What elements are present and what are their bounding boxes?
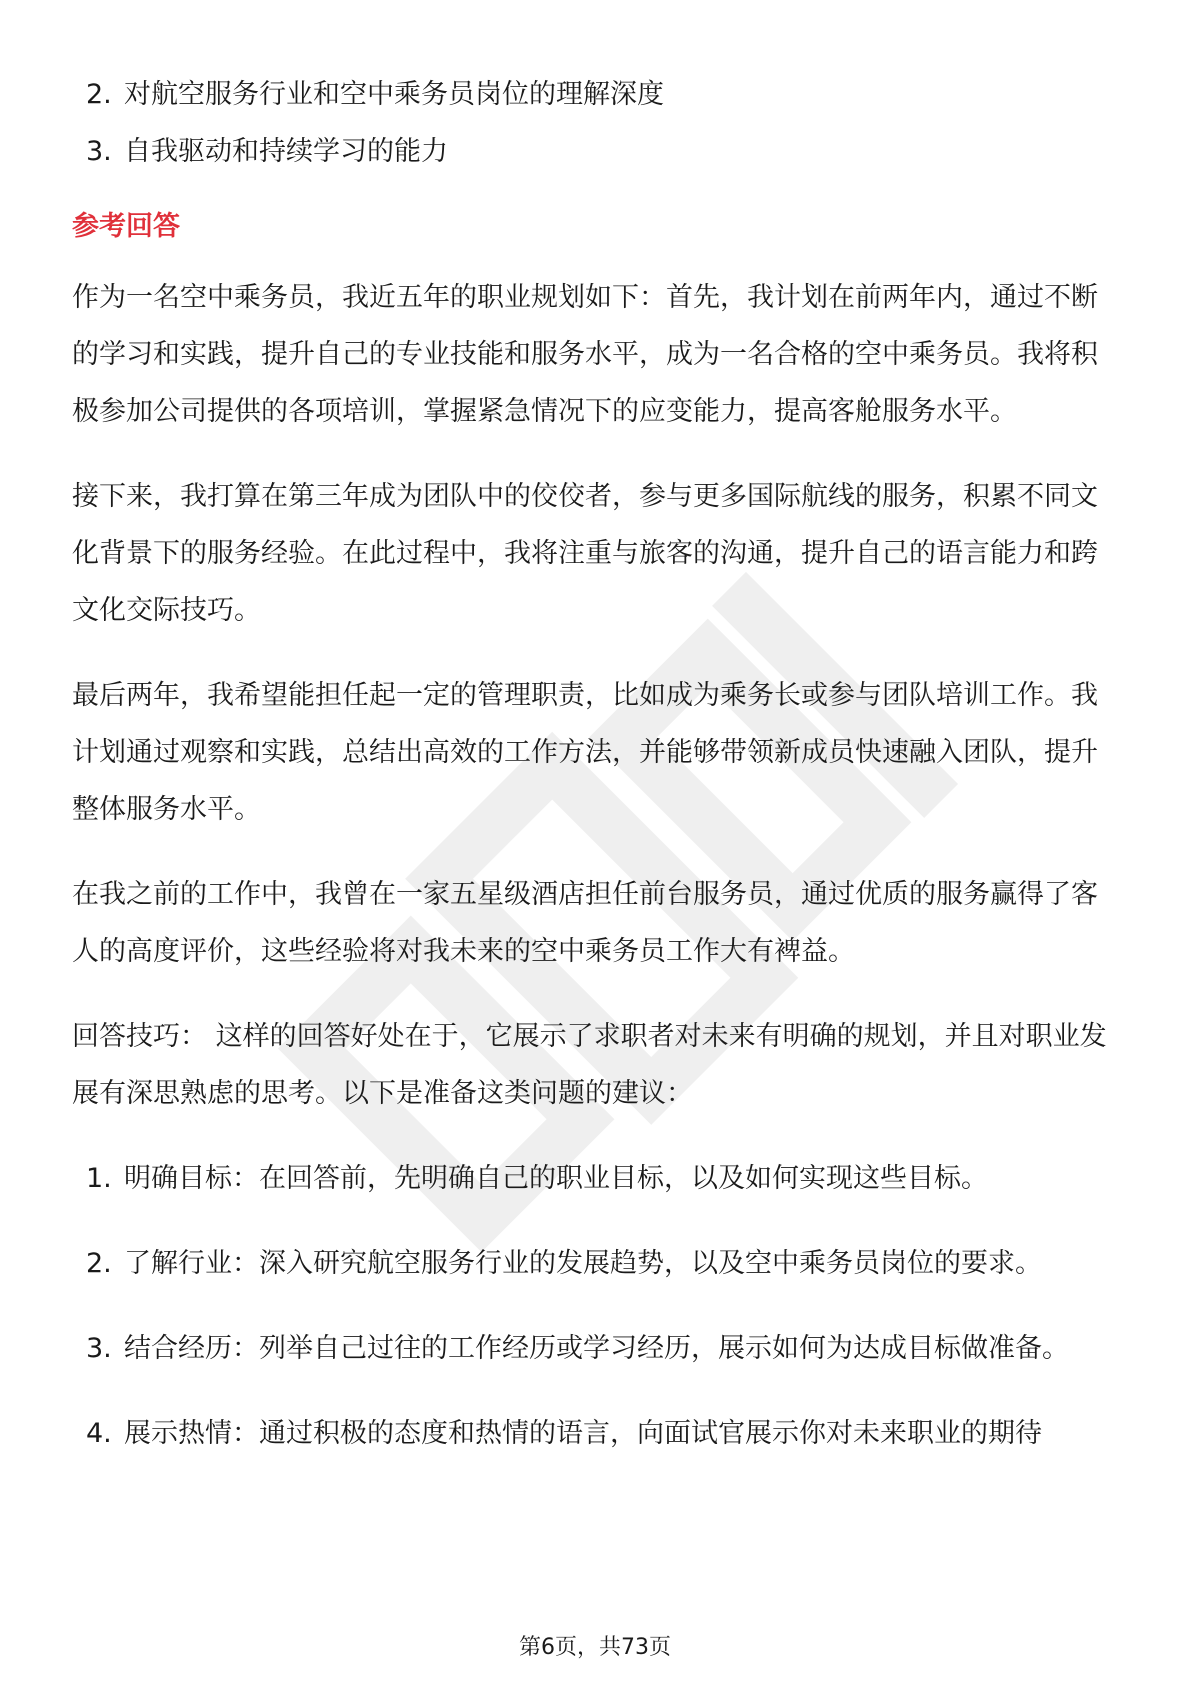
list-item [72,1235,1122,1292]
answer-paragraph: 接下来，我打算在第三年成为团队中的佼佼者，参与更多国际航线的服务，积累不同文化背景下的服务经验。在此过程中，我将注重与旅客的沟通，提升自己的语言能力和跨文化交际技巧。 [72,481,1098,626]
list-text: 对航空服务行业和空中乘务员岗位的理解深度 [124,79,664,110]
list-item [72,1150,1122,1207]
list-number: 1. [86,1163,112,1194]
answer-paragraph: 在我之前的工作中，我曾在一家五星级酒店担任前台服务员，通过优质的服务赢得了客人的高度评价，这些经验将对我未来的空中乘务员工作大有裨益。 [72,879,1098,967]
list-text: 明确目标：在回答前，先明确自己的职业目标，以及如何实现这些目标。 [124,1163,988,1194]
tips-intro-paragraph: 回答技巧： 这样的回答好处在于，它展示了求职者对未来有明确的规划，并且对职业发展有深思熟虑的思考。以下是准备这类问题的建议： [72,1021,1107,1109]
evaluation-points-list [72,66,1122,180]
list-number: 4. [86,1418,112,1449]
list-number: 3. [86,1333,112,1364]
page-number-footer: 第6页，共73页 [519,1635,671,1660]
list-item [72,1405,1122,1462]
list-item [72,123,1122,180]
list-text: 结合经历：列举自己过往的工作经历或学习经历，展示如何为达成目标做准备。 [124,1333,1069,1364]
answer-paragraph: 作为一名空中乘务员，我近五年的职业规划如下：首先，我计划在前两年内，通过不断的学习和实践，提升自己的专业技能和服务水平，成为一名合格的空中乘务员。我将积极参加公司提供的各项培训，掌握紧急情况下的应变能力，提高客舱服务水平。 [72,282,1098,427]
list-text: 了解行业：深入研究航空服务行业的发展趋势，以及空中乘务员岗位的要求。 [124,1248,1042,1279]
list-number: 3. [86,136,112,167]
tips-list [72,1150,1122,1462]
list-item [72,66,1122,123]
answer-paragraph: 最后两年，我希望能担任起一定的管理职责，比如成为乘务长或参与团队培训工作。我计划通过观察和实践，总结出高效的工作方法，并能够带领新成员快速融入团队，提升整体服务水平。 [72,680,1098,825]
list-number: 2. [86,79,112,110]
list-number: 2. [86,1248,112,1279]
list-item [72,1320,1122,1377]
list-text: 自我驱动和持续学习的能力 [124,136,448,167]
document-content [72,66,1122,1490]
section-title: 参考回答 [72,211,180,242]
list-text: 展示热情：通过积极的态度和热情的语言，向面试官展示你对未来职业的期待 [124,1418,1042,1449]
